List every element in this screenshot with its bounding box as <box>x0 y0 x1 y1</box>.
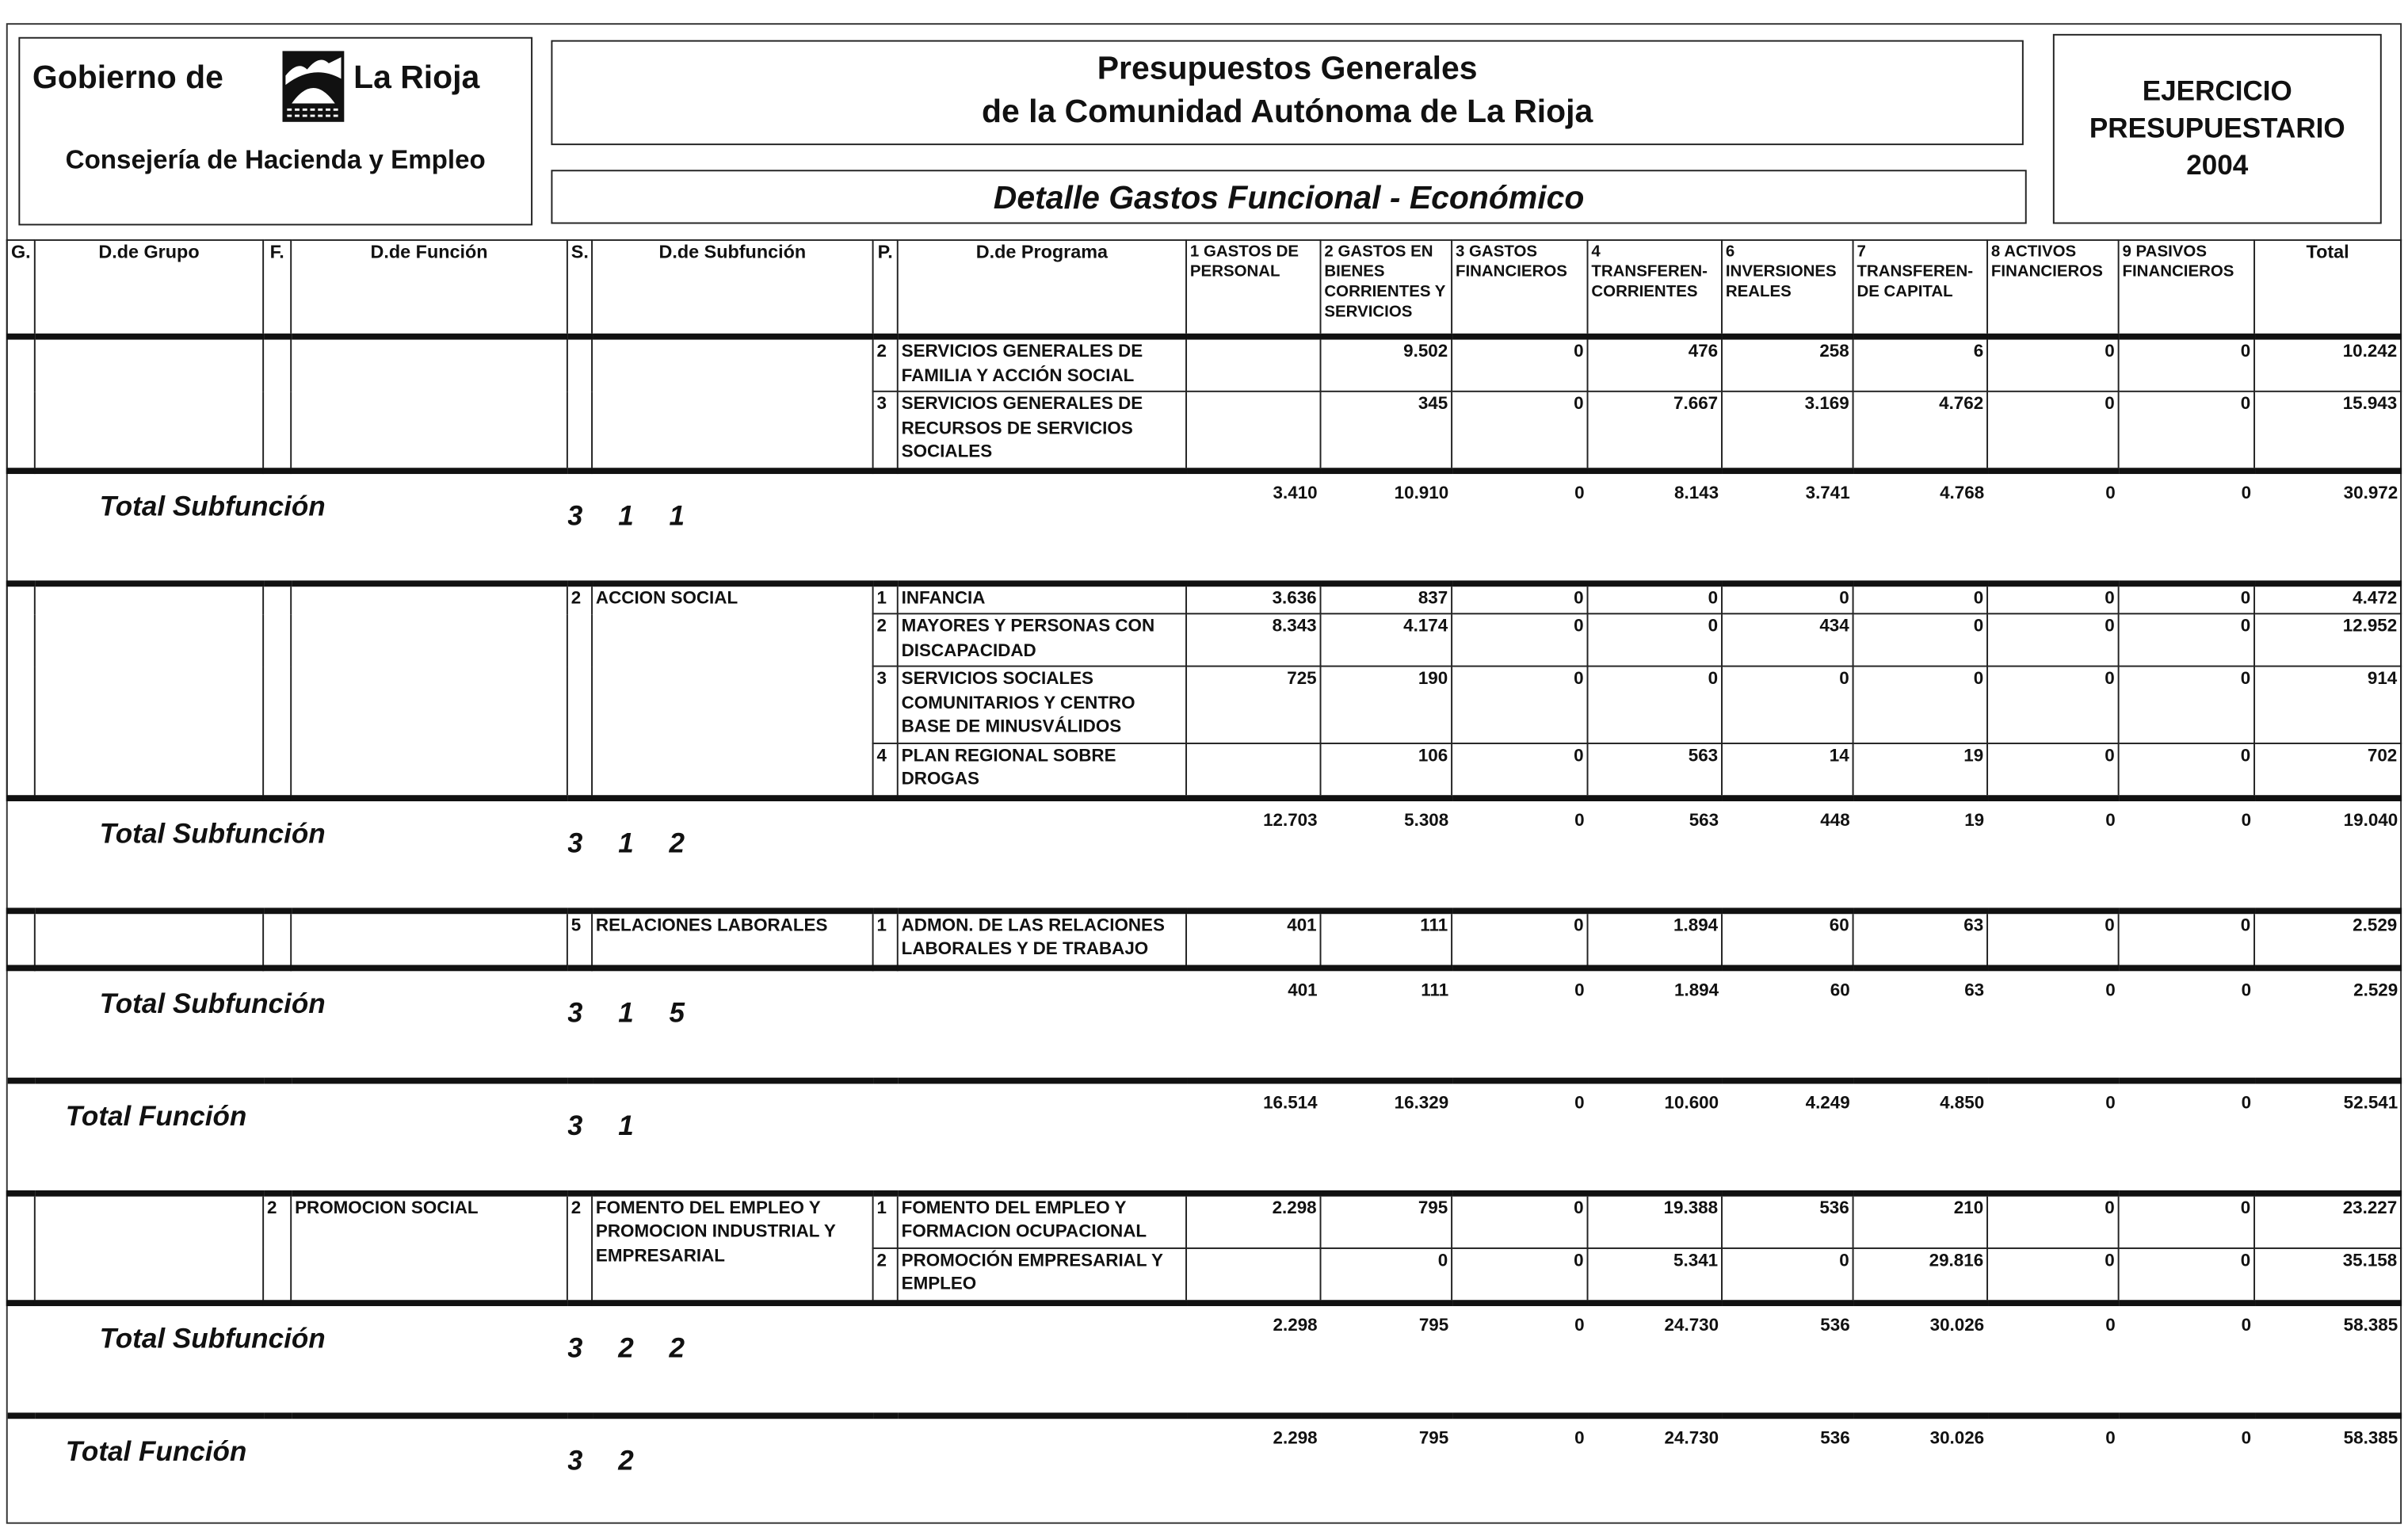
amount-cell: 0 <box>1853 613 1987 666</box>
column-header: Total <box>2254 240 2401 337</box>
amount-cell: 434 <box>1722 613 1853 666</box>
total-amount: 0 <box>2119 1415 2254 1524</box>
total-amount: 60 <box>1722 967 1853 1079</box>
grupo-desc <box>35 583 263 797</box>
total-amount: 0 <box>1452 1302 1587 1415</box>
amount-cell: 0 <box>1452 392 1587 470</box>
ejercicio-line-2: PRESUPUESTARIO <box>2089 113 2345 144</box>
total-amount: 3.410 <box>1186 470 1320 583</box>
funcion-desc <box>291 910 567 967</box>
subfuncion-code: 2 <box>567 1193 592 1302</box>
total-amount: 19 <box>1853 797 1987 910</box>
subfuncion-code <box>567 337 592 471</box>
amount-cell: 0 <box>1987 337 2119 392</box>
grupo-desc <box>35 1193 263 1302</box>
column-header: 7 TRANSFEREN- DE CAPITAL <box>1853 240 1987 337</box>
total-label: Total Subfunción <box>7 967 567 1079</box>
amount-cell: 0 <box>2119 667 2254 743</box>
total-amount: 2.298 <box>1186 1415 1320 1524</box>
amount-cell: 536 <box>1722 1193 1853 1247</box>
amount-cell: 0 <box>2119 392 2254 470</box>
funcion-code <box>263 337 291 471</box>
total-amount: 58.385 <box>2254 1415 2401 1524</box>
programa-code: 3 <box>873 667 898 743</box>
total-row <box>7 797 2401 910</box>
total-row <box>7 1302 2401 1415</box>
amount-cell: 0 <box>1452 583 1587 613</box>
consejeria: Consejería de Hacienda y Empleo <box>65 145 486 175</box>
total-code: 3 1 <box>567 1080 1186 1193</box>
grupo-code <box>7 1193 35 1302</box>
total-amount: 8.143 <box>1588 470 1722 583</box>
table-row <box>7 337 2401 392</box>
total-row <box>7 967 2401 1079</box>
amount-cell: 0 <box>1588 613 1722 666</box>
funcion-code <box>263 910 291 967</box>
total-amount: 0 <box>1452 797 1587 910</box>
amount-cell: 0 <box>2119 743 2254 797</box>
amount-cell: 563 <box>1588 743 1722 797</box>
amount-cell: 8.343 <box>1186 613 1320 666</box>
amount-cell: 1.894 <box>1588 910 1722 967</box>
total-amount: 52.541 <box>2254 1080 2401 1193</box>
column-header: 1 GASTOS DE PERSONAL <box>1186 240 1320 337</box>
total-code: 3 2 2 <box>567 1302 1186 1415</box>
total-amount: 0 <box>1987 1080 2119 1193</box>
total-label: Total Función <box>7 1080 567 1193</box>
funcion-desc <box>291 337 567 471</box>
column-header: 9 PASIVOS FINANCIEROS <box>2119 240 2254 337</box>
amount-cell: 4.174 <box>1321 613 1452 666</box>
subfuncion-desc: FOMENTO DEL EMPLEO Y PROMOCION INDUSTRIAL Y EMPRESARIAL <box>592 1193 873 1302</box>
total-amount: 0 <box>2119 797 2254 910</box>
amount-cell: 0 <box>1452 910 1587 967</box>
total-amount: 4.249 <box>1722 1080 1853 1193</box>
amount-cell: 63 <box>1853 910 1987 967</box>
amount-cell: 0 <box>2119 337 2254 392</box>
total-label: Total Subfunción <box>7 1302 567 1415</box>
total-amount: 0 <box>1452 1415 1587 1524</box>
total-row <box>7 1415 2401 1524</box>
column-header: 8 ACTIVOS FINANCIEROS <box>1987 240 2119 337</box>
amount-cell: 0 <box>1722 583 1853 613</box>
row-total-cell: 4.472 <box>2254 583 2401 613</box>
amount-cell: 345 <box>1321 392 1452 470</box>
amount-cell: 0 <box>2119 1247 2254 1302</box>
row-total-cell: 35.158 <box>2254 1247 2401 1302</box>
total-amount: 0 <box>1987 797 2119 910</box>
subfuncion-code: 5 <box>567 910 592 967</box>
total-label: Total Subfunción <box>7 470 567 583</box>
total-label: Total Subfunción <box>7 797 567 910</box>
column-header: S. <box>567 240 592 337</box>
programa-code: 2 <box>873 613 898 666</box>
amount-cell: 0 <box>2119 613 2254 666</box>
total-amount: 30.026 <box>1853 1302 1987 1415</box>
column-header: 6 INVERSIONES REALES <box>1722 240 1853 337</box>
funcion-desc: PROMOCION SOCIAL <box>291 1193 567 1302</box>
subfuncion-desc <box>592 337 873 471</box>
amount-cell: 0 <box>1722 1247 1853 1302</box>
document-subtitle: Detalle Gastos Funcional - Económico <box>551 170 2026 223</box>
amount-cell: 401 <box>1186 910 1320 967</box>
total-amount: 536 <box>1722 1415 1853 1524</box>
amount-cell: 4.762 <box>1853 392 1987 470</box>
amount-cell <box>1186 743 1320 797</box>
amount-cell: 3.636 <box>1186 583 1320 613</box>
amount-cell: 5.341 <box>1588 1247 1722 1302</box>
total-amount: 10.910 <box>1321 470 1452 583</box>
total-amount: 16.329 <box>1321 1080 1452 1193</box>
amount-cell: 0 <box>1853 583 1987 613</box>
column-header: F. <box>263 240 291 337</box>
total-amount: 30.026 <box>1853 1415 1987 1524</box>
total-amount: 401 <box>1186 967 1320 1079</box>
total-amount: 2.298 <box>1186 1302 1320 1415</box>
total-amount: 111 <box>1321 967 1452 1079</box>
table-row <box>7 583 2401 613</box>
total-amount: 2.529 <box>2254 967 2401 1079</box>
government-header <box>18 37 532 226</box>
amount-cell: 0 <box>2119 1193 2254 1247</box>
amount-cell: 106 <box>1321 743 1452 797</box>
row-total-cell: 10.242 <box>2254 337 2401 392</box>
total-amount: 16.514 <box>1186 1080 1320 1193</box>
programa-code: 1 <box>873 583 898 613</box>
amount-cell: 0 <box>1452 337 1587 392</box>
title-line-1: Presupuestos Generales <box>1097 51 1478 87</box>
total-amount: 24.730 <box>1588 1302 1722 1415</box>
total-amount: 4.850 <box>1853 1080 1987 1193</box>
amount-cell: 19 <box>1853 743 1987 797</box>
total-amount: 5.308 <box>1321 797 1452 910</box>
amount-cell: 2.298 <box>1186 1193 1320 1247</box>
row-total-cell: 702 <box>2254 743 2401 797</box>
title-line-2: de la Comunidad Autónoma de La Rioja <box>981 94 1593 130</box>
amount-cell: 0 <box>1588 583 1722 613</box>
row-total-cell: 23.227 <box>2254 1193 2401 1247</box>
programa-desc: SERVICIOS SOCIALES COMUNITARIOS Y CENTRO BASE DE MINUSVÁLIDOS <box>898 667 1186 743</box>
amount-cell: 0 <box>1987 910 2119 967</box>
total-amount: 0 <box>1452 470 1587 583</box>
row-total-cell: 15.943 <box>2254 392 2401 470</box>
total-amount: 24.730 <box>1588 1415 1722 1524</box>
programa-desc: FOMENTO DEL EMPLEO Y FORMACION OCUPACIONAL <box>898 1193 1186 1247</box>
total-amount: 63 <box>1853 967 1987 1079</box>
total-amount: 536 <box>1722 1302 1853 1415</box>
amount-cell: 0 <box>1987 667 2119 743</box>
row-total-cell: 914 <box>2254 667 2401 743</box>
programa-desc: SERVICIOS GENERALES DE FAMILIA Y ACCIÓN SOCIAL <box>898 337 1186 392</box>
gov-prefix: Gobierno de <box>32 59 223 96</box>
total-amount: 0 <box>1987 1302 2119 1415</box>
amount-cell: 0 <box>1722 667 1853 743</box>
amount-cell: 210 <box>1853 1193 1987 1247</box>
column-header: 2 GASTOS EN BIENES CORRIENTES Y SERVICIOS <box>1321 240 1452 337</box>
ejercicio-box <box>2053 34 2382 224</box>
amount-cell: 0 <box>1987 613 2119 666</box>
row-total-cell: 2.529 <box>2254 910 2401 967</box>
table-header-row <box>7 240 2401 337</box>
total-amount: 19.040 <box>2254 797 2401 910</box>
amount-cell: 0 <box>1987 583 2119 613</box>
grupo-code <box>7 910 35 967</box>
la-rioja-logo-icon <box>282 51 344 122</box>
total-amount: 30.972 <box>2254 470 2401 583</box>
amount-cell: 725 <box>1186 667 1320 743</box>
programa-desc: SERVICIOS GENERALES DE RECURSOS DE SERVICIOS SOCIALES <box>898 392 1186 470</box>
total-amount: 3.741 <box>1722 470 1853 583</box>
ejercicio-year: 2004 <box>2186 149 2249 181</box>
amount-cell: 29.816 <box>1853 1247 1987 1302</box>
programa-desc: PROMOCIÓN EMPRESARIAL Y EMPLEO <box>898 1247 1186 1302</box>
amount-cell: 258 <box>1722 337 1853 392</box>
amount-cell: 6 <box>1853 337 1987 392</box>
programa-desc: PLAN REGIONAL SOBRE DROGAS <box>898 743 1186 797</box>
amount-cell: 9.502 <box>1321 337 1452 392</box>
table-row <box>7 910 2401 967</box>
programa-code: 4 <box>873 743 898 797</box>
total-code: 3 1 5 <box>567 967 1186 1079</box>
row-total-cell: 12.952 <box>2254 613 2401 666</box>
total-amount: 0 <box>1987 1415 2119 1524</box>
amount-cell: 0 <box>2119 910 2254 967</box>
amount-cell: 0 <box>1321 1247 1452 1302</box>
amount-cell: 190 <box>1321 667 1452 743</box>
total-code: 3 1 2 <box>567 797 1186 910</box>
amount-cell: 7.667 <box>1588 392 1722 470</box>
total-amount: 0 <box>2119 967 2254 1079</box>
amount-cell: 14 <box>1722 743 1853 797</box>
amount-cell: 0 <box>1987 743 2119 797</box>
amount-cell: 0 <box>1452 1193 1587 1247</box>
gov-name: La Rioja <box>353 59 480 96</box>
amount-cell: 0 <box>1452 613 1587 666</box>
amount-cell: 476 <box>1588 337 1722 392</box>
funcion-code: 2 <box>263 1193 291 1302</box>
total-amount: 12.703 <box>1186 797 1320 910</box>
subfuncion-desc: RELACIONES LABORALES <box>592 910 873 967</box>
column-header: D.de Función <box>291 240 567 337</box>
total-amount: 4.768 <box>1853 470 1987 583</box>
total-amount: 10.600 <box>1588 1080 1722 1193</box>
total-row <box>7 470 2401 583</box>
amount-cell: 837 <box>1321 583 1452 613</box>
total-amount: 0 <box>1452 1080 1587 1193</box>
column-header: D.de Programa <box>898 240 1186 337</box>
total-label: Total Función <box>7 1415 567 1524</box>
document-title <box>551 40 2023 145</box>
table-row <box>7 1193 2401 1247</box>
amount-cell: 0 <box>1588 667 1722 743</box>
programa-desc: MAYORES Y PERSONAS CON DISCAPACIDAD <box>898 613 1186 666</box>
total-amount: 0 <box>2119 470 2254 583</box>
amount-cell: 0 <box>1853 667 1987 743</box>
total-amount: 58.385 <box>2254 1302 2401 1415</box>
column-header: D.de Subfunción <box>592 240 873 337</box>
subfuncion-code: 2 <box>567 583 592 797</box>
programa-code: 3 <box>873 392 898 470</box>
amount-cell: 60 <box>1722 910 1853 967</box>
amount-cell: 0 <box>2119 583 2254 613</box>
amount-cell <box>1186 337 1320 392</box>
amount-cell: 111 <box>1321 910 1452 967</box>
column-header: D.de Grupo <box>35 240 263 337</box>
grupo-desc <box>35 337 263 471</box>
total-amount: 0 <box>1987 967 2119 1079</box>
programa-desc: INFANCIA <box>898 583 1186 613</box>
total-amount: 795 <box>1321 1415 1452 1524</box>
total-row <box>7 1080 2401 1193</box>
column-header: P. <box>873 240 898 337</box>
total-code: 3 2 <box>567 1415 1186 1524</box>
total-amount: 1.894 <box>1588 967 1722 1079</box>
column-header: 3 GASTOS FINANCIEROS <box>1452 240 1587 337</box>
amount-cell: 19.388 <box>1588 1193 1722 1247</box>
ejercicio-line-1: EJERCICIO <box>2142 75 2292 107</box>
column-header: 4 TRANSFEREN- CORRIENTES <box>1588 240 1722 337</box>
grupo-desc <box>35 910 263 967</box>
amount-cell: 0 <box>1987 1247 2119 1302</box>
total-amount: 0 <box>1452 967 1587 1079</box>
grupo-code <box>7 337 35 471</box>
total-amount: 0 <box>2119 1302 2254 1415</box>
programa-desc: ADMON. DE LAS RELACIONES LABORALES Y DE TRABAJO <box>898 910 1186 967</box>
amount-cell: 0 <box>1452 743 1587 797</box>
programa-code: 1 <box>873 1193 898 1247</box>
amount-cell <box>1186 392 1320 470</box>
programa-code: 2 <box>873 1247 898 1302</box>
amount-cell: 0 <box>1452 667 1587 743</box>
total-amount: 0 <box>1987 470 2119 583</box>
budget-table <box>6 239 2402 1525</box>
column-header: G. <box>7 240 35 337</box>
total-amount: 795 <box>1321 1302 1452 1415</box>
amount-cell: 0 <box>1987 1193 2119 1247</box>
total-amount: 0 <box>2119 1080 2254 1193</box>
grupo-code <box>7 583 35 797</box>
programa-code: 2 <box>873 337 898 392</box>
amount-cell: 0 <box>1452 1247 1587 1302</box>
amount-cell: 0 <box>1987 392 2119 470</box>
total-amount: 563 <box>1588 797 1722 910</box>
funcion-desc <box>291 583 567 797</box>
funcion-code <box>263 583 291 797</box>
amount-cell: 3.169 <box>1722 392 1853 470</box>
subfuncion-desc: ACCION SOCIAL <box>592 583 873 797</box>
total-amount: 448 <box>1722 797 1853 910</box>
amount-cell <box>1186 1247 1320 1302</box>
total-code: 3 1 1 <box>567 470 1186 583</box>
amount-cell: 795 <box>1321 1193 1452 1247</box>
programa-code: 1 <box>873 910 898 967</box>
